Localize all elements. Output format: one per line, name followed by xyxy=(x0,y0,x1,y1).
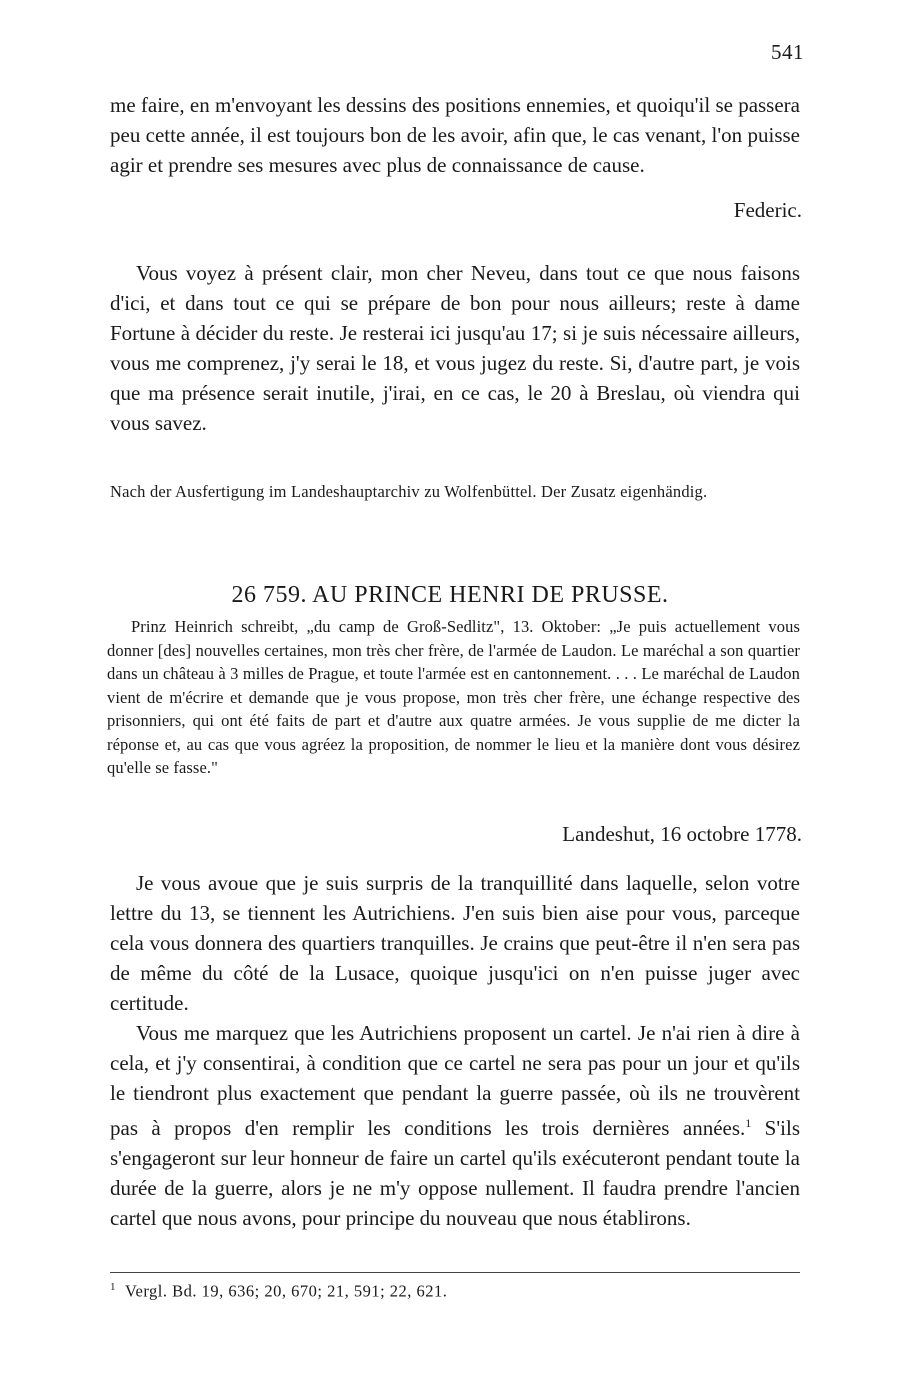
page-number: 541 xyxy=(771,40,804,64)
footnote-divider xyxy=(110,1272,800,1273)
footnote xyxy=(110,1281,447,1302)
body-paragraph-1: Je vous avoue que je suis surpris de la tranquillité dans laquelle, selon votre lettre du 13, se tiennent les Autrichiens. J'en suis bien aise pour vous, parceque cela vous donnera des quartiers tranquilles. Je crains que peut-être il n'en sera pas de même du côté de la Lusace, quoique jusqu'ici on n'en puisse juger avec certitude. xyxy=(110,871,800,1015)
footnote-reference: 1 xyxy=(745,1116,752,1130)
summary-paragraph: Prinz Heinrich schreibt, „du camp de Groß-Sedlitz", 13. Oktober: „Je puis actuellement vous donner [des] nouvelles certaines, mon très cher frère, de l'armée de Laudon. Le maréchal a son quartier dans un château à 3 milles de Prague, et toute l'armée est en cantonnement. . . . Le maréchal de Laudon vient de m'écrire et demande que je vous propose, mon très cher frère, une échange respective des prisonniers, qui ont été faits de part et d'autre aux quatre armées. Je vous supplie de me dicter la réponse et, au cas que vous agréez la proposition, de nommer le lieu et la manière dont vous désirez qu'elle se fasse." xyxy=(107,617,800,777)
archive-note: Nach der Ausfertigung im Landeshauptarchiv zu Wolfenbüttel. Der Zusatz eigenhändig. xyxy=(110,482,708,501)
letter-heading: 26 759. AU PRINCE HENRI DE PRUSSE. xyxy=(231,582,669,608)
letter-closing-paragraph: me faire, en m'envoyant les dessins des positions ennemies, et quoiqu'il se passera peu cette année, il est toujours bon de les avoir, afin que, le cas venant, l'on puisse agir et prendre ses mesures avec plus de connaissance de cause. xyxy=(110,93,800,177)
body-paragraph-2-part-2: S'ils s'engageront sur leur honneur de faire un cartel qu'ils exécuteront pendant toute la durée de la guerre, alors je ne m'y oppose nullement. Il faudra prendre l'ancien cartel que nous avons, pour principe du nouveau que nous établirons. xyxy=(110,1116,800,1230)
dateline: Landeshut, 16 octobre 1778. xyxy=(562,822,802,846)
signature: Federic. xyxy=(733,198,802,222)
body-paragraph-2 xyxy=(110,1018,800,1233)
footnote-text: Vergl. Bd. 19, 636; 20, 670; 21, 591; 22, 621. xyxy=(124,1281,448,1301)
postscript-paragraph: Vous voyez à présent clair, mon cher Neveu, dans tout ce que nous faisons d'ici, et dans tout ce qui se prépare de bon pour nous ailleurs; reste à dame Fortune à décider du reste. Je resterai ici jusqu'au 17; si je suis nécessaire ailleurs, vous me comprenez, j'y serai le 18, et vous jugez du reste. Si, d'autre part, je vois que ma présence serait inutile, j'irai, en ce cas, le 20 à Breslau, où viendra qui vous savez. xyxy=(110,261,800,435)
footnote-marker: 1 xyxy=(110,1281,116,1293)
body-paragraph-2-part-1: Vous me marquez que les Autrichiens proposent un cartel. Je n'ai rien à dire à cela, et j'y consentirai, à condition que ce cartel ne sera pas pour un jour et qu'ils le tiendront plus exactement que pendant la guerre passée, où ils ne trouvèrent pas à propos d'en remplir les conditions les trois dernières années. xyxy=(110,1021,800,1140)
